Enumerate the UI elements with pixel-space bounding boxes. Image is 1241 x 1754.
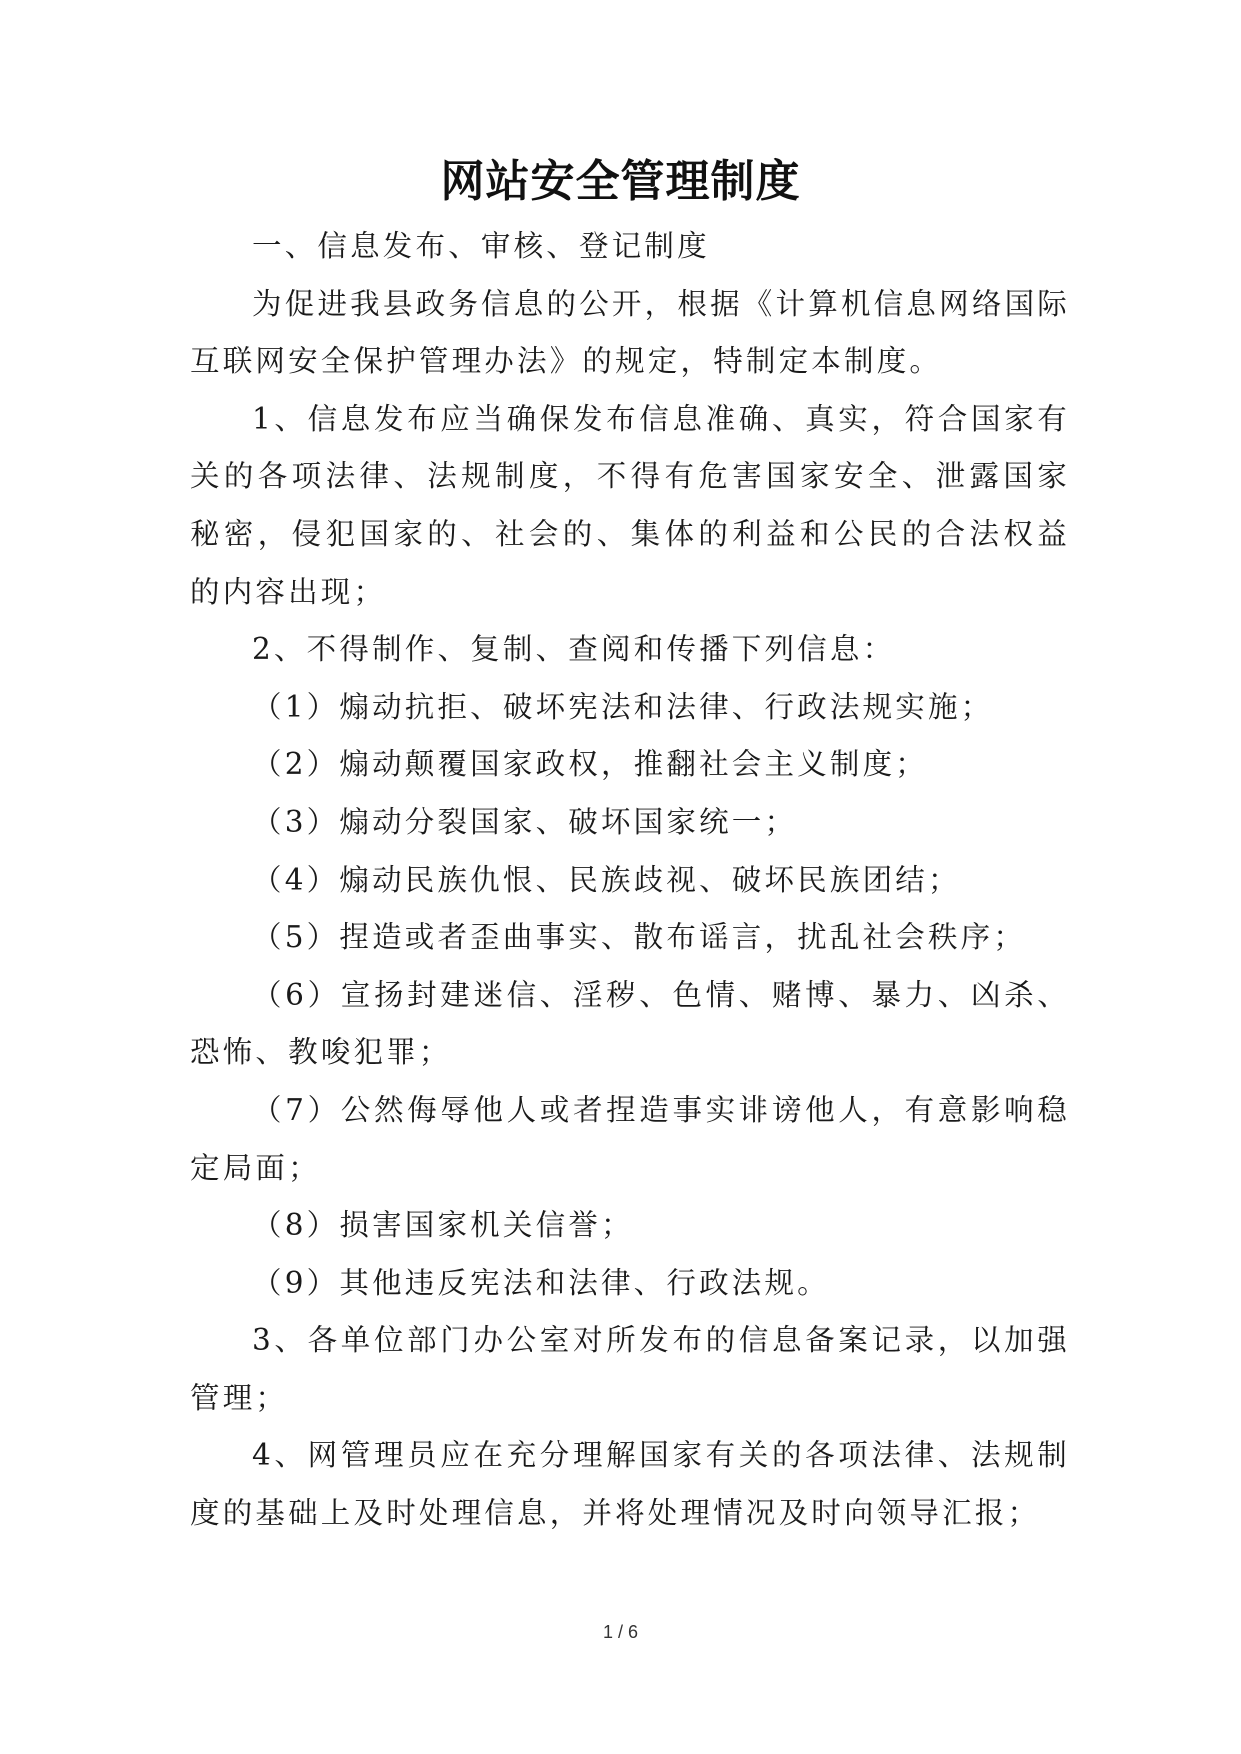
rule-item-4: 4、网管理员应在充分理解国家有关的各项法律、法规制度的基础上及时处理信息，并将处理情况及时向领导汇报； xyxy=(190,1438,1070,1531)
rule-item-2: 2、不得制作、复制、查阅和传播下列信息： xyxy=(252,632,896,667)
prohibited-item-3: （3）煽动分裂国家、破坏国家统一； xyxy=(252,804,798,839)
prohibited-item-5: （5）捏造或者歪曲事实、散布谣言，扰乱社会秩序； xyxy=(252,920,1027,955)
rule-item-3: 3、各单位部门办公室对所发布的信息备案记录，以加强管理； xyxy=(190,1323,1070,1415)
rule-item-1: 1、信息发布应当确保发布信息准确、真实，符合国家有关的各项法律、法规制度，不得有危害国家安全、泄露国家秘密，侵犯国家的、社会的、集体的利益和公民的合法权益的内容出现； xyxy=(190,401,1070,609)
prohibited-item-2: （2）煽动颠覆国家政权，推翻社会主义制度； xyxy=(252,747,928,782)
section-heading: 一、信息发布、审核、登记制度 xyxy=(252,229,710,263)
document-body xyxy=(190,218,1070,1543)
prohibited-item-4: （4）煽动民族仇恨、民族歧视、破坏民族团结； xyxy=(252,862,961,897)
prohibited-item-6: （6）宣扬封建迷信、淫秽、色情、赌博、暴力、凶杀、恐怖、教唆犯罪； xyxy=(190,977,1070,1070)
intro-paragraph: 为促进我县政务信息的公开，根据《计算机信息网络国际互联网安全保护管理办法》的规定，特制定本制度。 xyxy=(190,286,1070,379)
document-title: 网站安全管理制度 xyxy=(440,156,801,207)
prohibited-item-1: （1）煽动抗拒、破坏宪法和法律、行政法规实施； xyxy=(252,689,994,724)
prohibited-item-7: （7）公然侮辱他人或者捏造事实诽谤他人，有意影响稳定局面； xyxy=(190,1092,1070,1185)
prohibited-item-9: （9）其他违反宪法和法律、行政法规。 xyxy=(252,1265,830,1300)
prohibited-item-8: （8）损害国家机关信誉； xyxy=(252,1208,634,1243)
page-number: 1 / 6 xyxy=(602,1622,639,1642)
